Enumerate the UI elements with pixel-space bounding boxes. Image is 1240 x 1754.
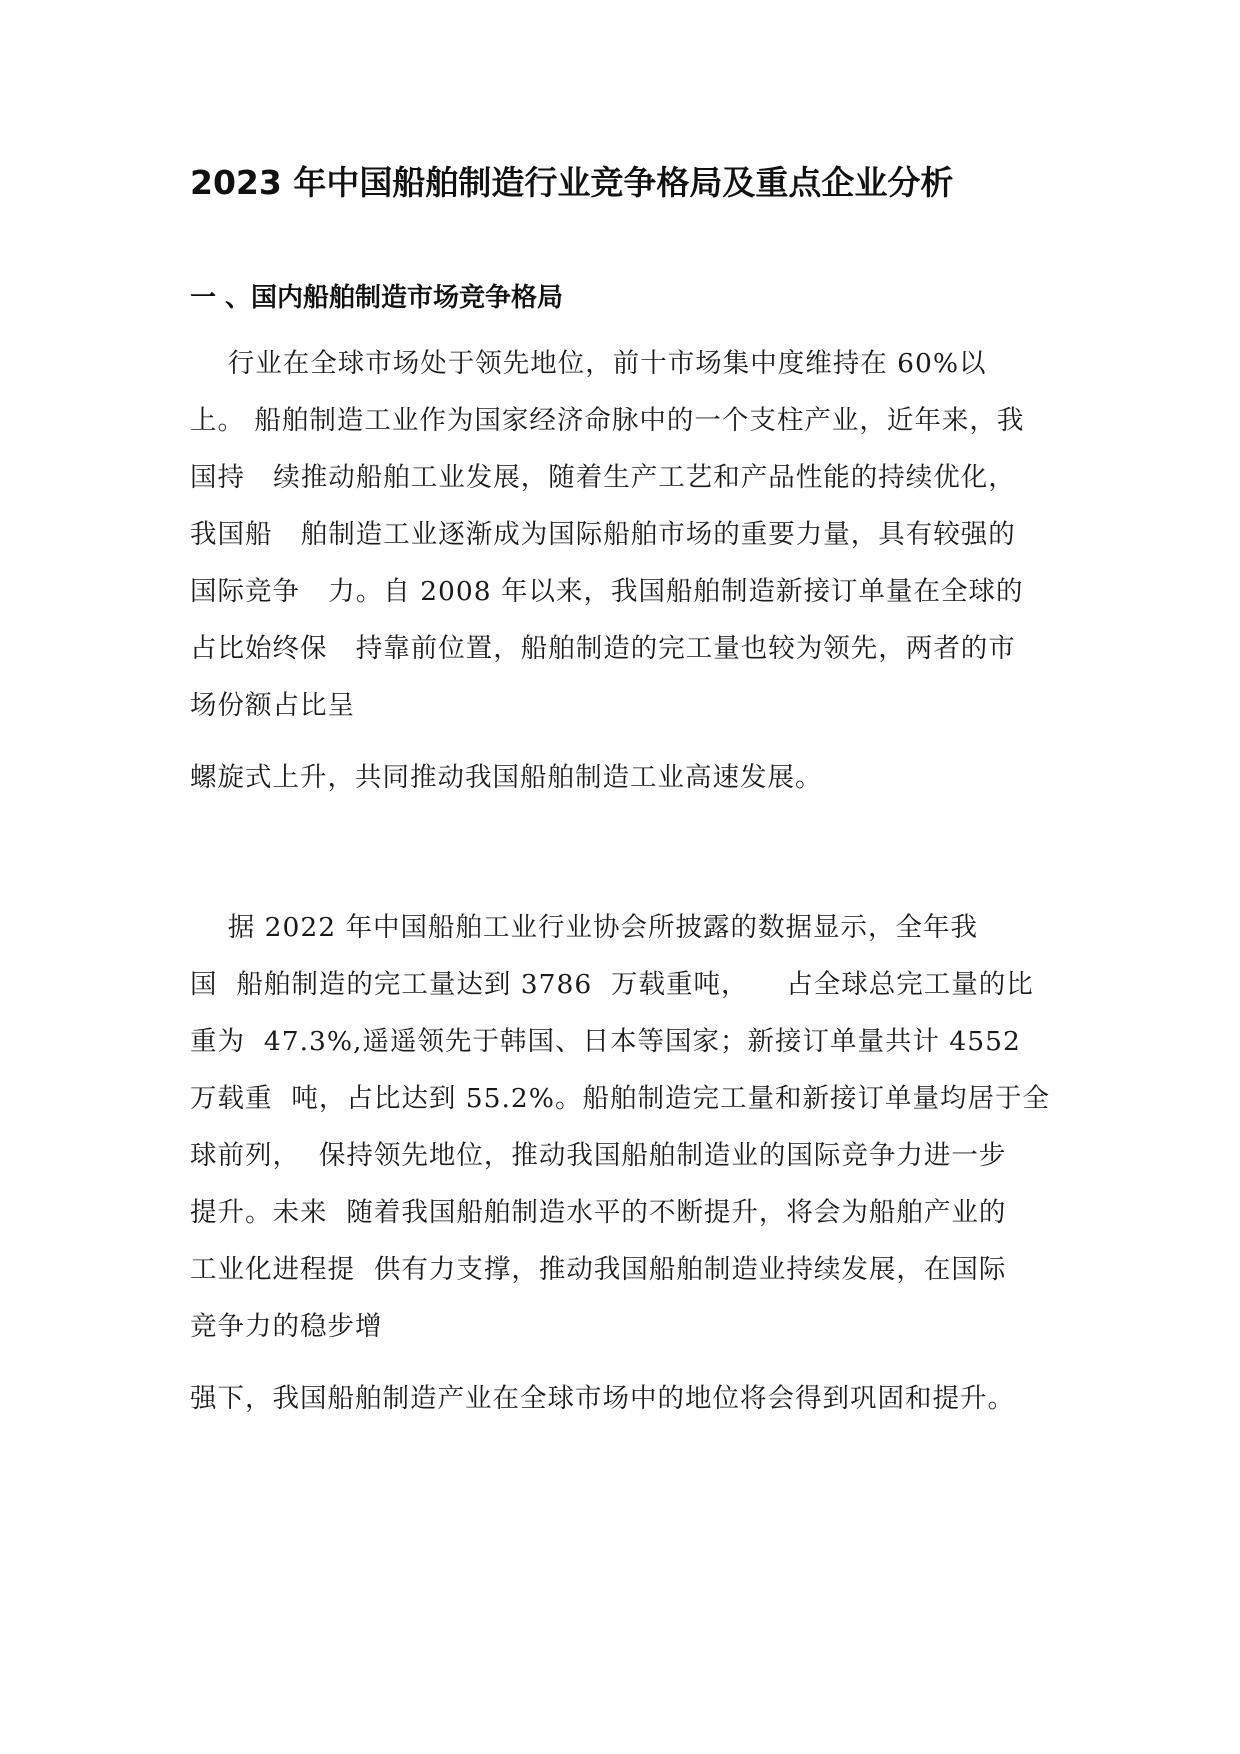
paragraph-line: 竞争力的稳步增: [190, 1311, 383, 1342]
section-heading: 一 、国内船舶制造市场竞争格局: [190, 283, 564, 313]
paragraph-line: 行业在全球市场处于领先地位，前十市场集中度维持在 60%以: [190, 348, 987, 379]
paragraph-line: 我国船 舶制造工业逐渐成为国际船舶市场的重要力量，具有较强的: [190, 519, 1016, 550]
paragraph-line: 螺旋式上升，共同推动我国船舶制造工业高速发展。: [190, 762, 823, 793]
paragraph-line: 万载重 吨，占比达到 55.2%。船舶制造完工量和新接订单量均居于全: [190, 1083, 1050, 1114]
paragraph-line: 据 2022 年中国船舶工业行业协会所披露的数据显示，全年我: [190, 912, 978, 943]
paragraph-line: 上。 船舶制造工业作为国家经济命脉中的一个支柱产业，近年来，我: [190, 405, 1025, 436]
paragraph-line: 国际竞争 力。自 2008 年以来，我国船舶制造新接订单量在全球的: [190, 576, 1024, 607]
paragraph-line: 占比始终保 持靠前位置，船舶制造的完工量也较为领先，两者的市: [190, 633, 1016, 664]
paragraph-line: 重为 47.3%,遥遥领先于韩国、日本等国家；新接订单量共计 4552: [190, 1026, 1021, 1057]
paragraph-line: 场份额占比呈: [190, 690, 355, 721]
paragraph-line: 提升。未来 随着我国船舶制造水平的不断提升，将会为船舶产业的: [190, 1197, 1007, 1228]
document-title: 2023 年中国船舶制造行业竞争格局及重点企业分析: [190, 163, 954, 202]
paragraph-line: 国 船舶制造的完工量达到 3786 万载重吨， 占全球总完工量的比: [190, 969, 1034, 1000]
paragraph-line: 国持 续推动船舶工业发展，随着生产工艺和产品性能的持续优化，: [190, 462, 1016, 493]
paragraph-line: 工业化进程提 供有力支撑，推动我国船舶制造业持续发展，在国际: [190, 1254, 1007, 1285]
paragraph-line: 球前列， 保持领先地位，推动我国船舶制造业的国际竞争力进一步: [190, 1140, 1007, 1171]
paragraph-line: 强下，我国船舶制造产业在全球市场中的地位将会得到巩固和提升。: [190, 1383, 1015, 1414]
